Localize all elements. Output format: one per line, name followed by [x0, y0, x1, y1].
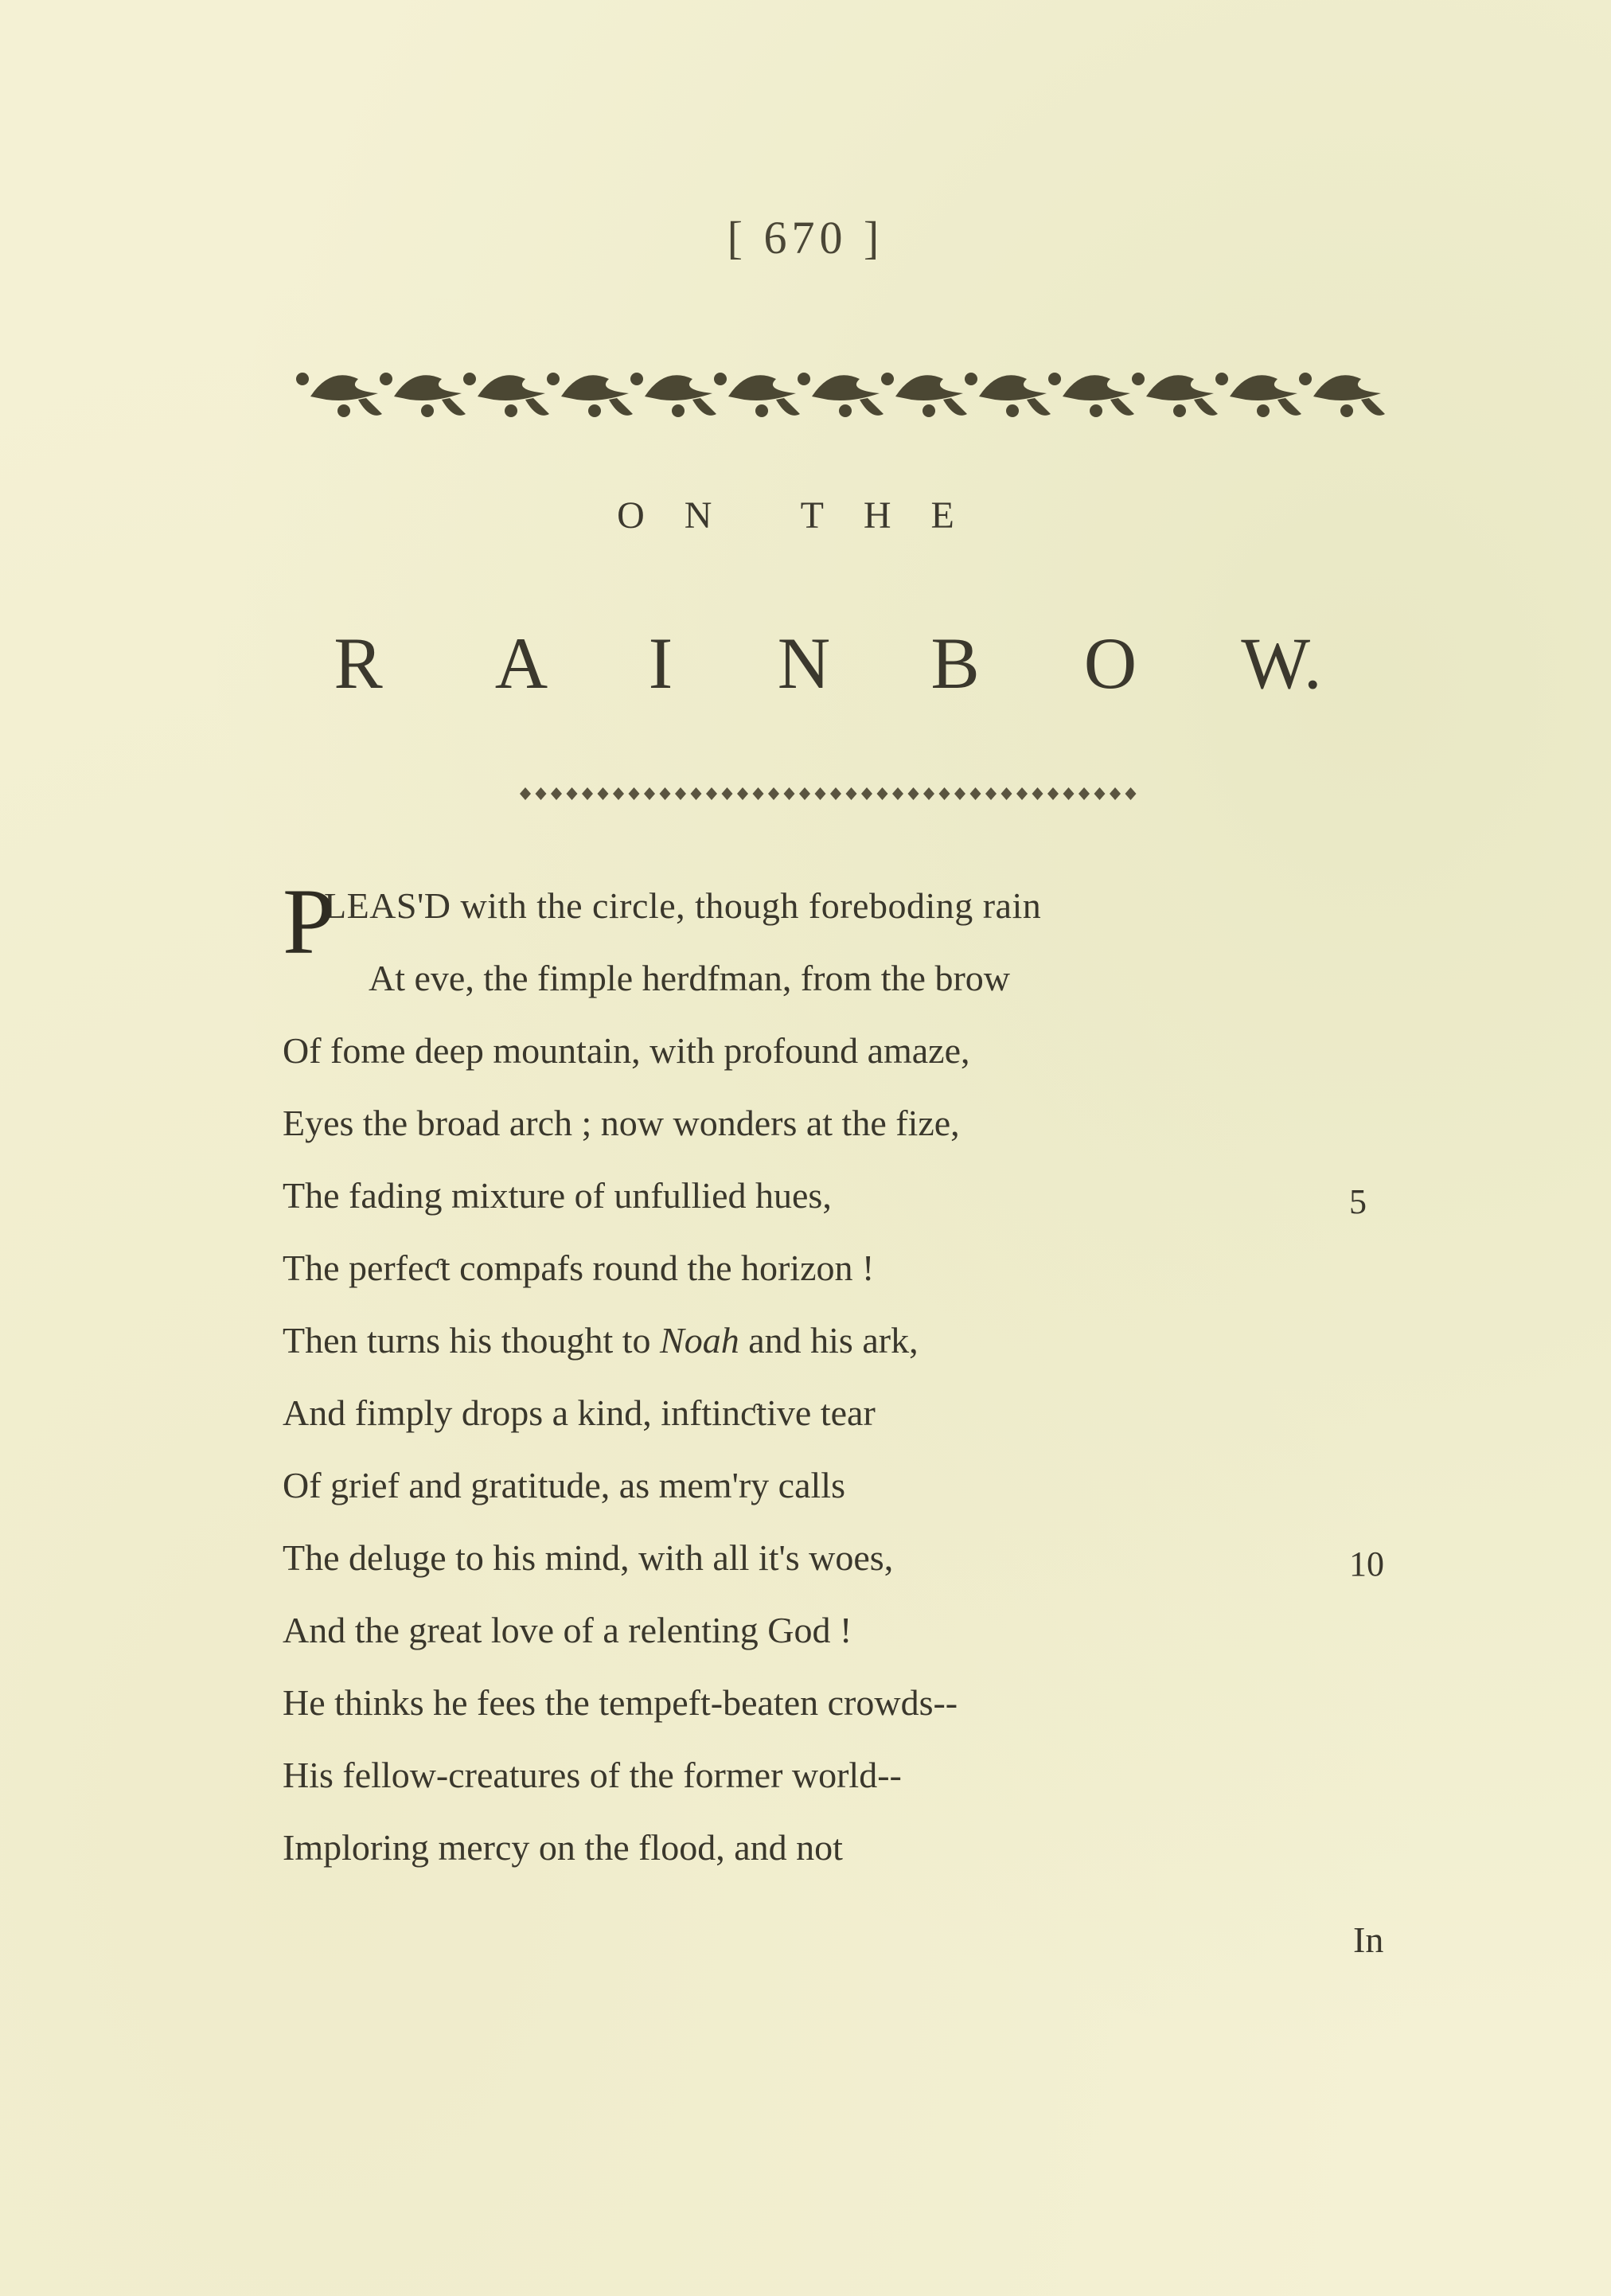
poem-line: [283, 1753, 1397, 1825]
title-letter: W.: [1241, 623, 1322, 704]
line-text: [283, 1318, 919, 1363]
page-number: [ 670 ]: [727, 212, 884, 264]
title-letter: R: [334, 623, 383, 704]
line-text: At eve, the fimple herdfman, from the brow: [369, 958, 1011, 998]
poem-line: [283, 1029, 1397, 1101]
line-text: Eyes the broad arch ; now wonders at the fize,: [283, 1103, 960, 1143]
line-text: The fading mixture of unfullied hues,: [283, 1175, 832, 1216]
line-text: He thinks he fees the tempeft-beaten crowds--: [283, 1682, 958, 1723]
poem-line: [283, 1681, 1397, 1753]
poem-line: [283, 1391, 1397, 1463]
line-text: Of grief and gratitude, as mem'ry calls: [283, 1465, 845, 1505]
line-text: LEAS'D with the circle, though foreboding rain: [324, 885, 1042, 926]
poem-line: [283, 956, 1397, 1029]
title-prefix: ON THE: [617, 494, 994, 537]
line-text: The deluge to his mind, with all it's woes,: [283, 1537, 894, 1578]
drop-cap: P: [283, 869, 335, 974]
poem-line: [283, 1463, 1397, 1536]
poem-line: [283, 1101, 1397, 1173]
title-letter: A: [494, 623, 548, 704]
poem-line: [283, 1318, 1397, 1391]
italic-name: Noah: [660, 1320, 739, 1361]
line-number: 10: [1349, 1544, 1384, 1583]
line-text: The perfeƈt compafs round the horizon !: [283, 1248, 875, 1288]
poem-line: [283, 1536, 1397, 1608]
line-number: 5: [1349, 1182, 1367, 1221]
ornamental-rule: [517, 784, 1154, 803]
title-letter: O: [1083, 623, 1137, 704]
line-text: And the great love of a relenting God !: [283, 1610, 852, 1650]
line-text: His fellow-creatures of the former world--: [283, 1755, 902, 1795]
line-text-part: and his ark,: [739, 1320, 919, 1361]
line-text-part: Then turns his thought to: [283, 1320, 661, 1361]
line-text: And fimply drops a kind, inftinƈtive tear: [283, 1392, 876, 1433]
line-text: Imploring mercy on the flood, and not: [283, 1827, 843, 1868]
poem-line: [283, 1608, 1397, 1681]
title-letter: N: [777, 623, 831, 704]
catchword: In: [1353, 1919, 1384, 1960]
headpiece-ornament: [295, 358, 1385, 438]
poem-line: [283, 869, 1397, 974]
title-letter: B: [930, 623, 980, 704]
poem-body: [283, 869, 1397, 1898]
line-text: Of fome deep mountain, with profound amaze,: [283, 1030, 970, 1071]
poem-line: [283, 1173, 1397, 1246]
poem-line: [283, 1825, 1397, 1898]
poem-line: [283, 1246, 1397, 1318]
title-letter: I: [648, 623, 673, 704]
